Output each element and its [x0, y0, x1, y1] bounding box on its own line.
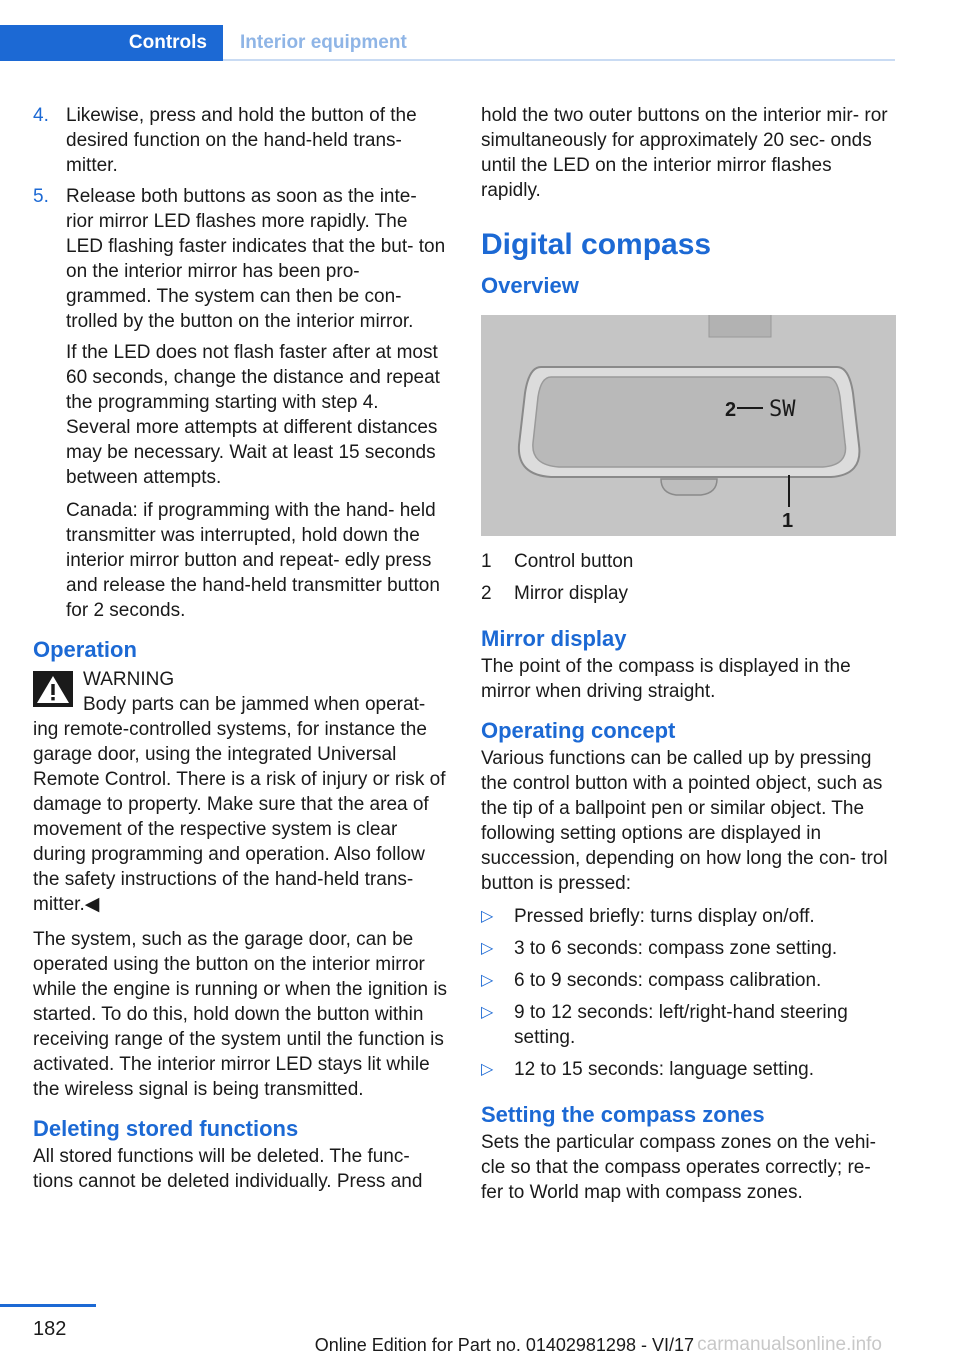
- left-column: [33, 103, 448, 1202]
- list-item-text: 3 to 6 seconds: compass zone setting.: [514, 938, 838, 959]
- step-5-paragraph: Canada: if programming with the hand- held transmitter was interrupted, hold down the interior mirror button and repeat- edly press and release the hand-held transmitter button for 2 seconds.: [66, 500, 440, 621]
- compass-zones-heading: Setting the compass zones: [481, 1102, 765, 1127]
- list-item-text: Pressed briefly: turns display on/off.: [514, 906, 815, 927]
- page-number: 182: [33, 1318, 67, 1340]
- list-item: [481, 904, 896, 929]
- mirror-illustration: [481, 315, 896, 536]
- list-item: [481, 1000, 896, 1050]
- overview-heading: Overview: [481, 273, 579, 298]
- settings-list: [481, 904, 896, 1082]
- deleting-heading: Deleting stored functions: [33, 1116, 299, 1141]
- step-text: Release both buttons as soon as the inte- rior mirror LED flashes more rapidly. The LED flashing faster indicates that the but- ton on the interior mirror has been pro- grammed. The system can then be con- trolled by the button on the interior mirror.: [66, 186, 446, 332]
- mirror-figure: [481, 315, 896, 536]
- step-4: [33, 103, 448, 178]
- warning-title: WARNING: [83, 669, 175, 690]
- mirror-display-heading: Mirror display: [481, 626, 627, 651]
- bullet-arrow-icon: ▷: [481, 972, 494, 989]
- right-column: [481, 103, 896, 1213]
- header-divider: [223, 59, 895, 61]
- list-item: [481, 936, 896, 961]
- step-text: Likewise, press and hold the button of the desired function on the hand-held trans- mitter.: [66, 105, 417, 176]
- operating-concept-text: Various functions can be called up by pressing the control button with a pointed object, such as the tip of a ballpoint pen or similar object. The following setting options are displayed in succession, depending on how long the con- trol button is pressed:: [481, 748, 888, 894]
- mirror-display-text: The point of the compass is displayed in the mirror when driving straight.: [481, 656, 851, 702]
- legend-text: Control button: [514, 551, 634, 572]
- list-item: [481, 968, 896, 993]
- legend-number: 2: [481, 583, 492, 604]
- legend-item: [481, 546, 896, 578]
- header-tabs: [0, 25, 895, 61]
- legend-text: Mirror display: [514, 583, 629, 604]
- operation-text: The system, such as the garage door, can be operated using the button on the interior mirror while the engine is running or when the ignition is started. To do this, hold down the button within receiving range of the system until the function is activated. The interior mirror LED stays lit while the wireless signal is being transmitted.: [33, 929, 448, 1100]
- list-item-text: 12 to 15 seconds: language setting.: [514, 1059, 815, 1080]
- bullet-arrow-icon: ▷: [481, 908, 494, 925]
- warning-text: [33, 692, 448, 917]
- warning-block: [33, 667, 448, 917]
- step-5-paragraph: If the LED does not flash faster after at most 60 seconds, change the distance and repeat the programming starting with step 4. Several more attempts at different distances may be necessary. Wait at least 15 seconds between attempts.: [66, 342, 440, 488]
- list-item: [481, 1057, 896, 1082]
- footer-rule: [0, 1304, 96, 1307]
- digital-compass-heading: Digital compass: [481, 228, 712, 261]
- step-number: 5.: [33, 186, 49, 207]
- callout-1: 1: [782, 510, 794, 532]
- continuation-text: hold the two outer buttons on the interior mir- ror simultaneously for approximately 20 sec- onds until the LED on the interior mirror flashes rapidly.: [481, 105, 888, 201]
- step-5: [33, 184, 448, 334]
- deleting-text: All stored functions will be deleted. The func- tions cannot be deleted individually. Press and: [33, 1146, 423, 1192]
- compass-direction-label: SW: [769, 397, 796, 422]
- figure-legend: [481, 546, 896, 610]
- warning-body: Body parts can be jammed when operat- ing remote-controlled systems, for instance the garage door, using the integrated Universal Remote Control. There is a risk of injury or risk of damage to property. Make sure that the area of movement of the respective system is clear during programming and operation. Also follow the safety instructions of the hand-held trans- mitter.◀: [33, 694, 446, 915]
- bullet-arrow-icon: ▷: [481, 940, 494, 957]
- operation-heading: Operation: [33, 637, 137, 662]
- edition-text: Online Edition for Part no. 01402981298 - VI/17: [314, 1335, 694, 1355]
- tab-interior-equipment[interactable]: Interior equipment: [240, 32, 407, 53]
- compass-zones-text: Sets the particular compass zones on the vehi- cle so that the compass operates correctly; re- fer to World map with compass zones.: [481, 1132, 876, 1203]
- operating-concept-heading: Operating concept: [481, 718, 676, 743]
- list-item-text: 6 to 9 seconds: compass calibration.: [514, 970, 822, 991]
- legend-item: [481, 578, 896, 610]
- step-number: 4.: [33, 105, 49, 126]
- legend-number: 1: [481, 551, 492, 572]
- callout-2: 2: [725, 399, 737, 421]
- list-item-text: 9 to 12 seconds: left/right-hand steering setting.: [514, 1002, 848, 1048]
- bullet-arrow-icon: ▷: [481, 1061, 494, 1078]
- watermark: carmanualsonline.info: [697, 1334, 882, 1355]
- tab-controls[interactable]: Controls: [0, 25, 223, 61]
- bullet-arrow-icon: ▷: [481, 1004, 494, 1021]
- warning-icon: [33, 671, 73, 707]
